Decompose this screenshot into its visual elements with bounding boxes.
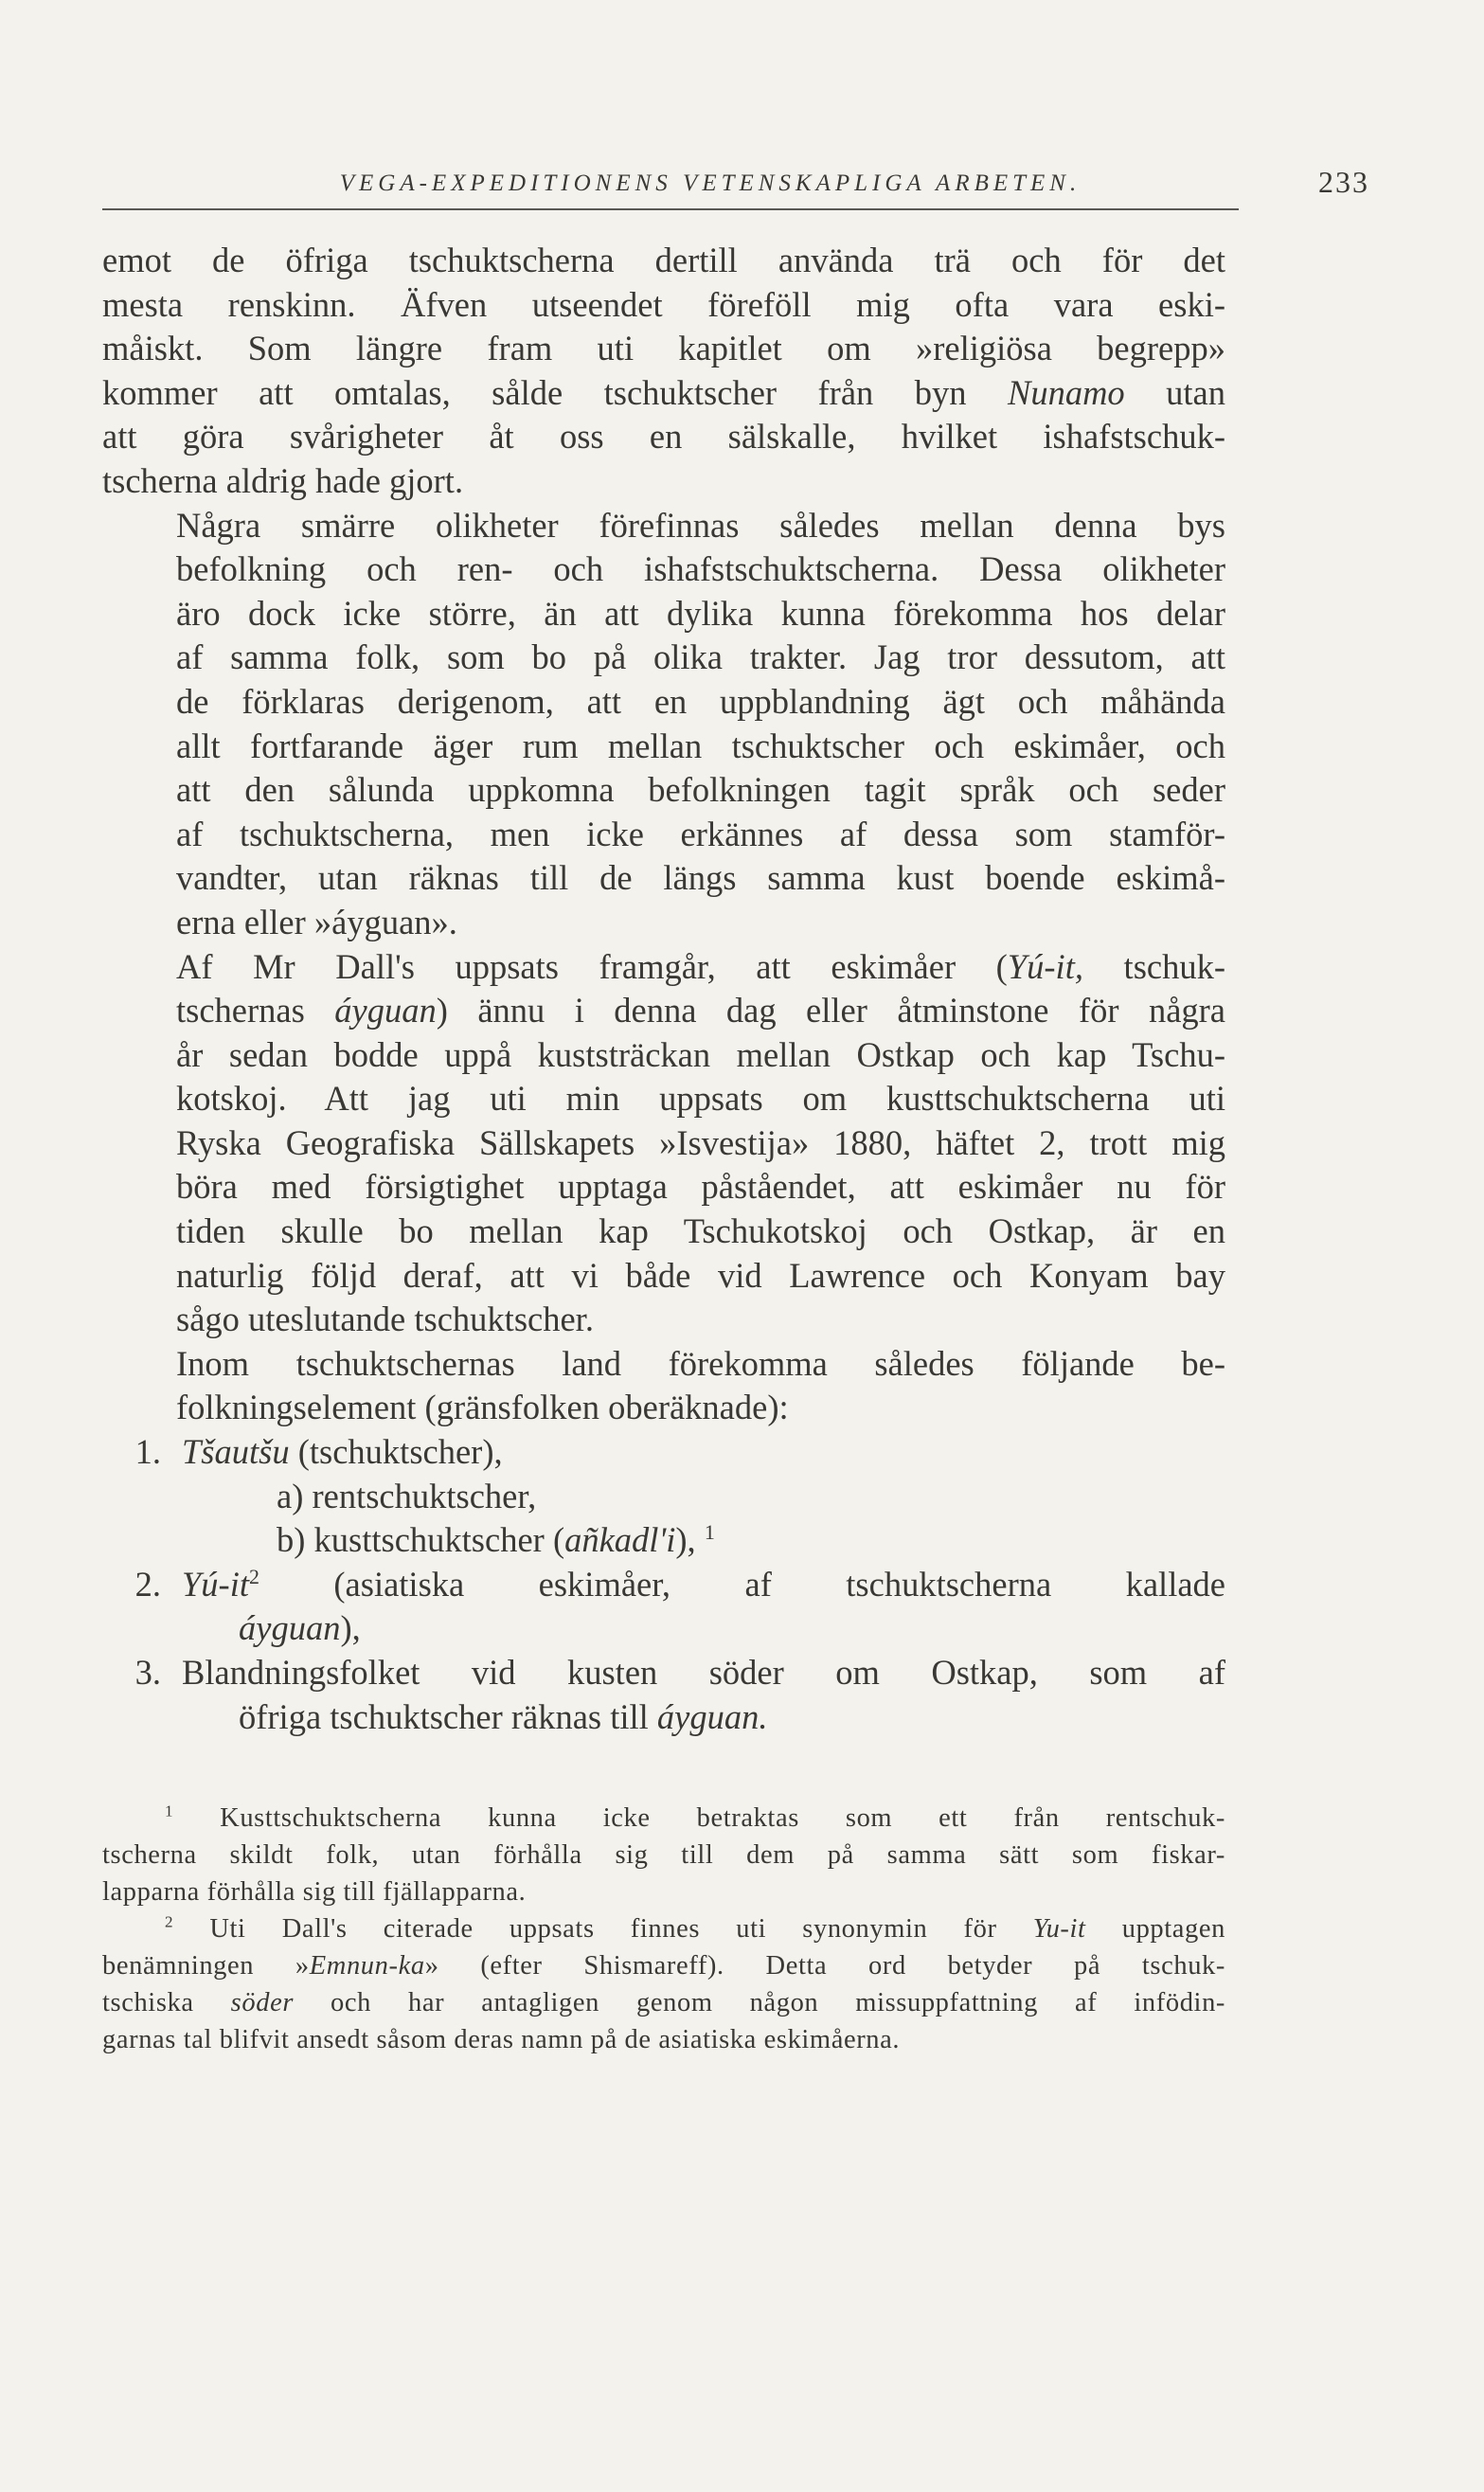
ethnonym: áyguan [239,1608,341,1648]
text-line: af tschuktscherna, men icke erkännes af dessa som stamför- [176,814,1225,853]
text-line: år sedan bodde uppå kuststräckan mellan Ostkap och kap Tschu- [176,1034,1225,1074]
footnote-line [102,1800,1225,1837]
running-header: VEGA-EXPEDITIONENS VETENSKAPLIGA ARBETEN. [339,170,1082,196]
text-line: vandter, utan räknas till de längs samma kust boende eskimå- [176,858,1225,898]
ethnonym: Yú-it [182,1564,249,1604]
ethnonym: Yu-it [1032,1914,1086,1944]
list-number: 3. [134,1653,161,1692]
text-line: erna eller »áyguan». [176,902,457,941]
footnote-line: tscherna skildt folk, utan förhålla sig till dem på samma sätt som fiskar- [102,1840,1225,1870]
text-run: tschuk- [1082,946,1225,986]
footnote-1 [102,1800,1225,1910]
text-line: befolkning och ren- och ishafstschuktscherna. Dessa olikheter [176,549,1225,589]
header-divider [102,208,1239,210]
text-line: af samma folk, som bo på olika trakter. Jag tror dessutom, att [176,637,1225,677]
main-text [102,239,1225,1739]
list-text: Blandningsfolket vid kusten söder om Ostkap, som af [182,1653,1225,1692]
list-number: 2. [134,1564,161,1604]
text-run: öfriga tschuktscher räknas till [239,1696,657,1736]
text-run: Kusttschuktscherna kunna icke betraktas som ett från rentschuk- [173,1803,1225,1833]
footnote-marker: 1 [165,1802,174,1820]
footnote-line: garnas tal blifvit ansedt såsom deras namn på de asiatiska eskimåerna. [102,2025,901,2054]
footnote-line: lapparna förhålla sig till fjällapparna. [102,1877,527,1907]
emphasized-word: söder [230,1988,295,2017]
text-line: Några smärre olikheter förefinnas således mellan denna bys [176,505,1225,545]
text-run: ), [675,1520,696,1560]
footnote-line [102,1910,1225,1947]
place-name: Nunamo [1007,372,1125,412]
ethnonym: Emnun-ka [309,1951,425,1981]
list-subitem: a) rentschuktscher, [277,1476,537,1515]
list-continuation [102,1695,1225,1740]
text-run: upptagen [1085,1914,1226,1944]
footnote-line [102,1984,1225,2021]
footnote-2 [102,1910,1225,2058]
text-run: (tschuktscher), [289,1432,503,1472]
text-line: Ryska Geografiska Sällskapets »Isvestija» 1880, häftet 2, trott mig [176,1122,1225,1162]
text-line [102,371,1225,416]
text-line: äro dock icke större, än att dylika kunna förekomma hos delar [176,593,1225,633]
text-line: tscherna aldrig hade gjort. [102,460,464,500]
ethnonym: áyguan [334,991,437,1031]
footnotes [102,1800,1225,2058]
text-run: Uti Dall's citerade uppsats finnes uti synonymin för [173,1914,1033,1944]
text-line: kotskoj. Att jag uti min uppsats om kusttschuktscherna uti [176,1079,1225,1119]
text-line: måiskt. Som längre fram uti kapitlet om »religiösa begrepp» [102,329,1225,368]
list-item [102,1651,1225,1695]
list-number: 1. [134,1432,161,1472]
footnote-ref: 2 [249,1564,259,1588]
paragraph-4 [102,1342,1225,1430]
text-line: emot de öfriga tschuktscherna dertill använda trä och för det [102,241,1225,279]
text-line: tiden skulle bo mellan kap Tschukotskoj och Ostkap, är en [176,1211,1225,1251]
list-subitem [102,1518,1225,1563]
text-line: folkningselement (gränsfolken oberäknade): [176,1388,789,1427]
text-run: ), [340,1608,361,1648]
list-text [182,1563,1225,1607]
footnote-line [102,1947,1225,1984]
text-line: de förklaras derigenom, att en uppblandning ägt och måhända [176,681,1225,721]
list-continuation [102,1606,1225,1651]
population-list [102,1430,1225,1739]
text-line [102,945,1225,990]
ethnonym: áyguan. [656,1696,768,1736]
footnote-marker: 2 [165,1912,174,1931]
text-run: » (efter Shismareff). Detta ord betyder på tschuk- [424,1951,1225,1981]
ethnonym: añkadl'i [564,1520,676,1560]
footnote-ref: 1 [704,1520,715,1545]
text-run: ) ännu i denna dag eller åtminstone för några [436,991,1226,1031]
ethnonym: Yú-it, [1007,946,1083,986]
text-run: tschernas [176,991,335,1031]
text-line: naturlig följd deraf, att vi både vid Lawrence och Konyam bay [176,1255,1225,1295]
paragraph-2 [102,504,1225,945]
text-run: och har antagligen genom någon missuppfattning af infödin- [294,1988,1226,2017]
text-run: kommer att omtalas, sålde tschuktscher från byn [102,372,1008,412]
page-number: 233 [1318,165,1369,199]
text-run: tschiska [102,1988,231,2017]
text-line: att den sålunda uppkomna befolkningen tagit språk och seder [176,770,1225,810]
ethnonym: Tšautšu [182,1432,290,1472]
text-run: benämningen » [102,1951,310,1981]
paragraph-3 [102,945,1225,1342]
text-run: utan [1124,372,1225,412]
paragraph-1 [102,239,1225,504]
text-line [102,989,1225,1033]
text-run: b) kusttschuktscher ( [277,1520,565,1560]
text-line: allt fortfarande äger rum mellan tschuktscher och eskimåer, och [176,726,1225,765]
text-line: Inom tschuktschernas land förekomma således följande be- [176,1343,1225,1383]
text-line: att göra svårigheter åt oss en sälskalle, hvilket ishafstschuk- [102,417,1225,457]
text-run: (asiatiska eskimåer, af tschuktscherna kallade [259,1564,1225,1604]
text-line: böra med försigtighet upptaga påståendet, att eskimåer nu för [176,1167,1225,1207]
text-line: mesta renskinn. Äfven utseendet föreföll mig ofta vara eski- [102,284,1225,324]
text-line: sågo uteslutande tschuktscher. [176,1300,594,1339]
list-item [102,1563,1225,1607]
list-item [102,1430,1225,1475]
text-run: Af Mr Dall's uppsats framgår, att eskimåer ( [176,946,1008,986]
list-text [182,1430,503,1475]
